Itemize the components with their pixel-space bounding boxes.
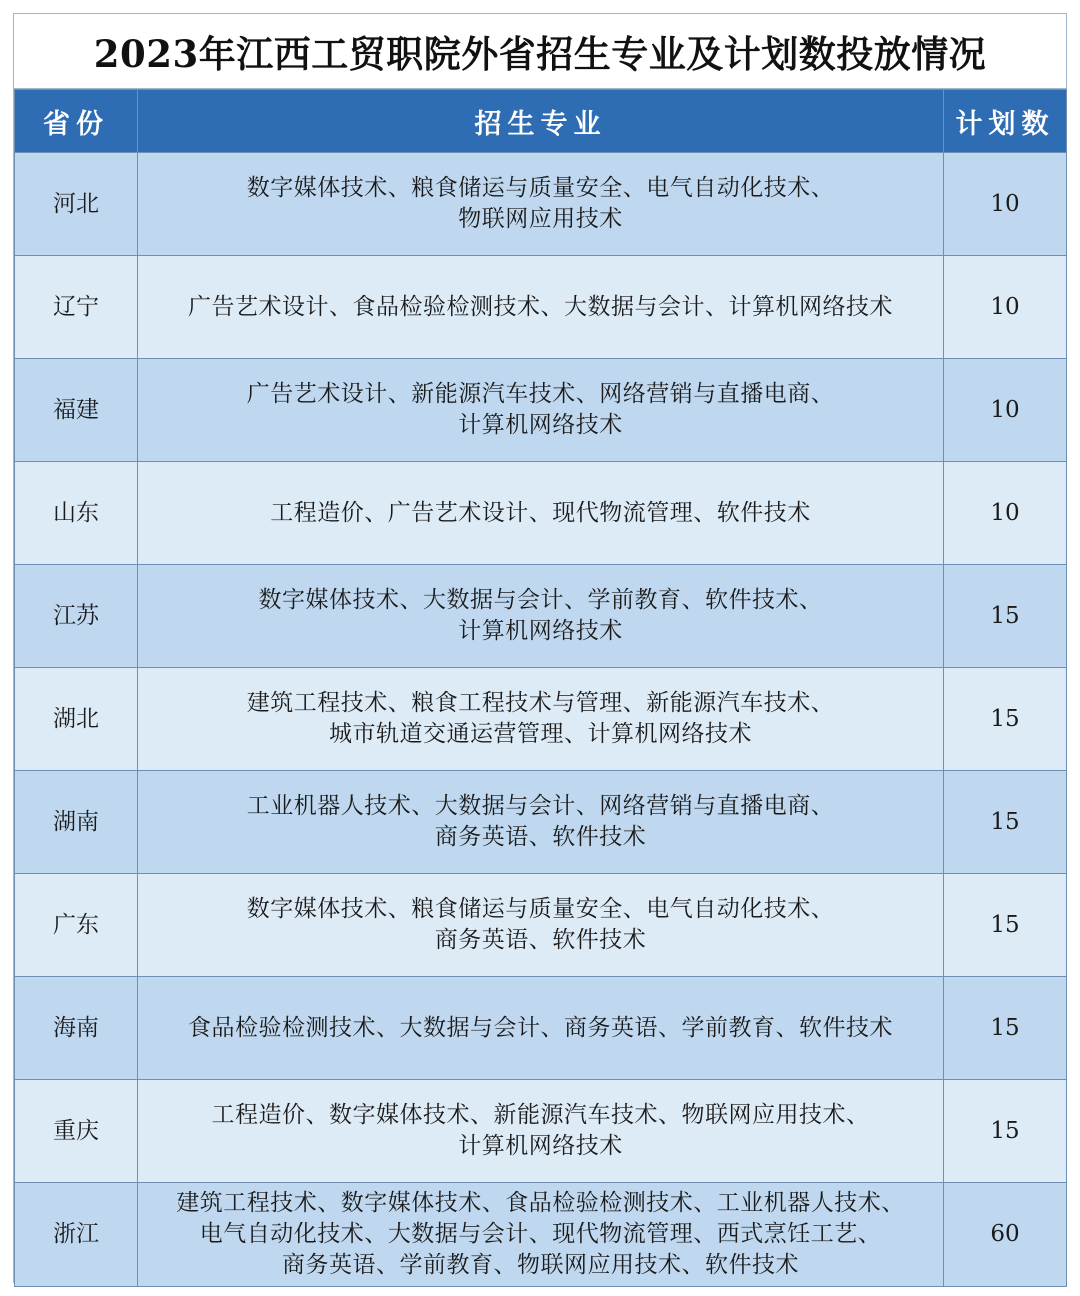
majors-text: 建筑工程技术、粮食工程技术与管理、新能源汽车技术、 城市轨道交通运营管理、计算机网络技术 — [246, 690, 835, 747]
province-cell: 湖北 — [15, 668, 138, 771]
majors-cell — [138, 1183, 944, 1287]
majors-cell — [138, 977, 944, 1080]
majors-text: 食品检验检测技术、大数据与会计、商务英语、学前教育、软件技术 — [188, 1014, 893, 1041]
table-row — [15, 1080, 1067, 1183]
page-title: 2023年江西工贸职院外省招生专业及计划数投放情况 — [14, 14, 1066, 89]
majors-text: 广告艺术设计、食品检验检测技术、大数据与会计、计算机网络技术 — [188, 293, 893, 320]
majors-text: 工业机器人技术、大数据与会计、网络营销与直播电商、 商务英语、软件技术 — [246, 793, 835, 850]
count-cell: 15 — [944, 1080, 1067, 1183]
province-cell: 湖南 — [15, 771, 138, 874]
table-row — [15, 874, 1067, 977]
header-province: 省份 — [15, 90, 138, 153]
majors-cell — [138, 565, 944, 668]
table-row — [15, 1183, 1067, 1287]
table-row — [15, 565, 1067, 668]
majors-cell — [138, 462, 944, 565]
province-cell: 山东 — [15, 462, 138, 565]
count-cell: 15 — [944, 668, 1067, 771]
majors-cell — [138, 256, 944, 359]
table-row — [15, 462, 1067, 565]
table-header-row — [15, 90, 1067, 153]
majors-cell — [138, 359, 944, 462]
count-cell: 10 — [944, 359, 1067, 462]
province-cell: 广东 — [15, 874, 138, 977]
table-row — [15, 668, 1067, 771]
table-row — [15, 771, 1067, 874]
count-cell: 10 — [944, 153, 1067, 256]
count-cell: 60 — [944, 1183, 1067, 1287]
majors-text: 数字媒体技术、粮食储运与质量安全、电气自动化技术、 商务英语、软件技术 — [246, 896, 835, 953]
majors-text: 数字媒体技术、粮食储运与质量安全、电气自动化技术、 物联网应用技术 — [246, 175, 835, 232]
province-cell: 海南 — [15, 977, 138, 1080]
majors-text: 广告艺术设计、新能源汽车技术、网络营销与直播电商、 计算机网络技术 — [246, 381, 835, 438]
header-majors: 招生专业 — [138, 90, 944, 153]
majors-cell — [138, 1080, 944, 1183]
province-cell: 江苏 — [15, 565, 138, 668]
count-cell: 10 — [944, 462, 1067, 565]
province-cell: 河北 — [15, 153, 138, 256]
count-cell: 10 — [944, 256, 1067, 359]
count-cell: 15 — [944, 874, 1067, 977]
majors-cell — [138, 668, 944, 771]
table-row — [15, 256, 1067, 359]
table-row — [15, 977, 1067, 1080]
count-cell: 15 — [944, 771, 1067, 874]
enrollment-table — [14, 89, 1067, 1287]
province-cell: 重庆 — [15, 1080, 138, 1183]
majors-text: 数字媒体技术、大数据与会计、学前教育、软件技术、 计算机网络技术 — [258, 587, 823, 644]
header-count: 计划数 — [944, 90, 1067, 153]
table-row — [15, 153, 1067, 256]
table-row — [15, 359, 1067, 462]
province-cell: 福建 — [15, 359, 138, 462]
count-cell: 15 — [944, 565, 1067, 668]
majors-cell — [138, 874, 944, 977]
majors-cell — [138, 153, 944, 256]
majors-cell — [138, 771, 944, 874]
majors-text: 工程造价、数字媒体技术、新能源汽车技术、物联网应用技术、 计算机网络技术 — [211, 1102, 870, 1159]
majors-text: 建筑工程技术、数字媒体技术、食品检验检测技术、工业机器人技术、 电气自动化技术、大数据与会计、现代物流管理、西式烹饪工艺、 商务英语、学前教育、物联网应用技术、软件技术 — [176, 1190, 905, 1278]
count-cell: 15 — [944, 977, 1067, 1080]
province-cell: 辽宁 — [15, 256, 138, 359]
majors-text: 工程造价、广告艺术设计、现代物流管理、软件技术 — [270, 499, 811, 526]
province-cell: 浙江 — [15, 1183, 138, 1287]
document-page — [13, 13, 1067, 1283]
